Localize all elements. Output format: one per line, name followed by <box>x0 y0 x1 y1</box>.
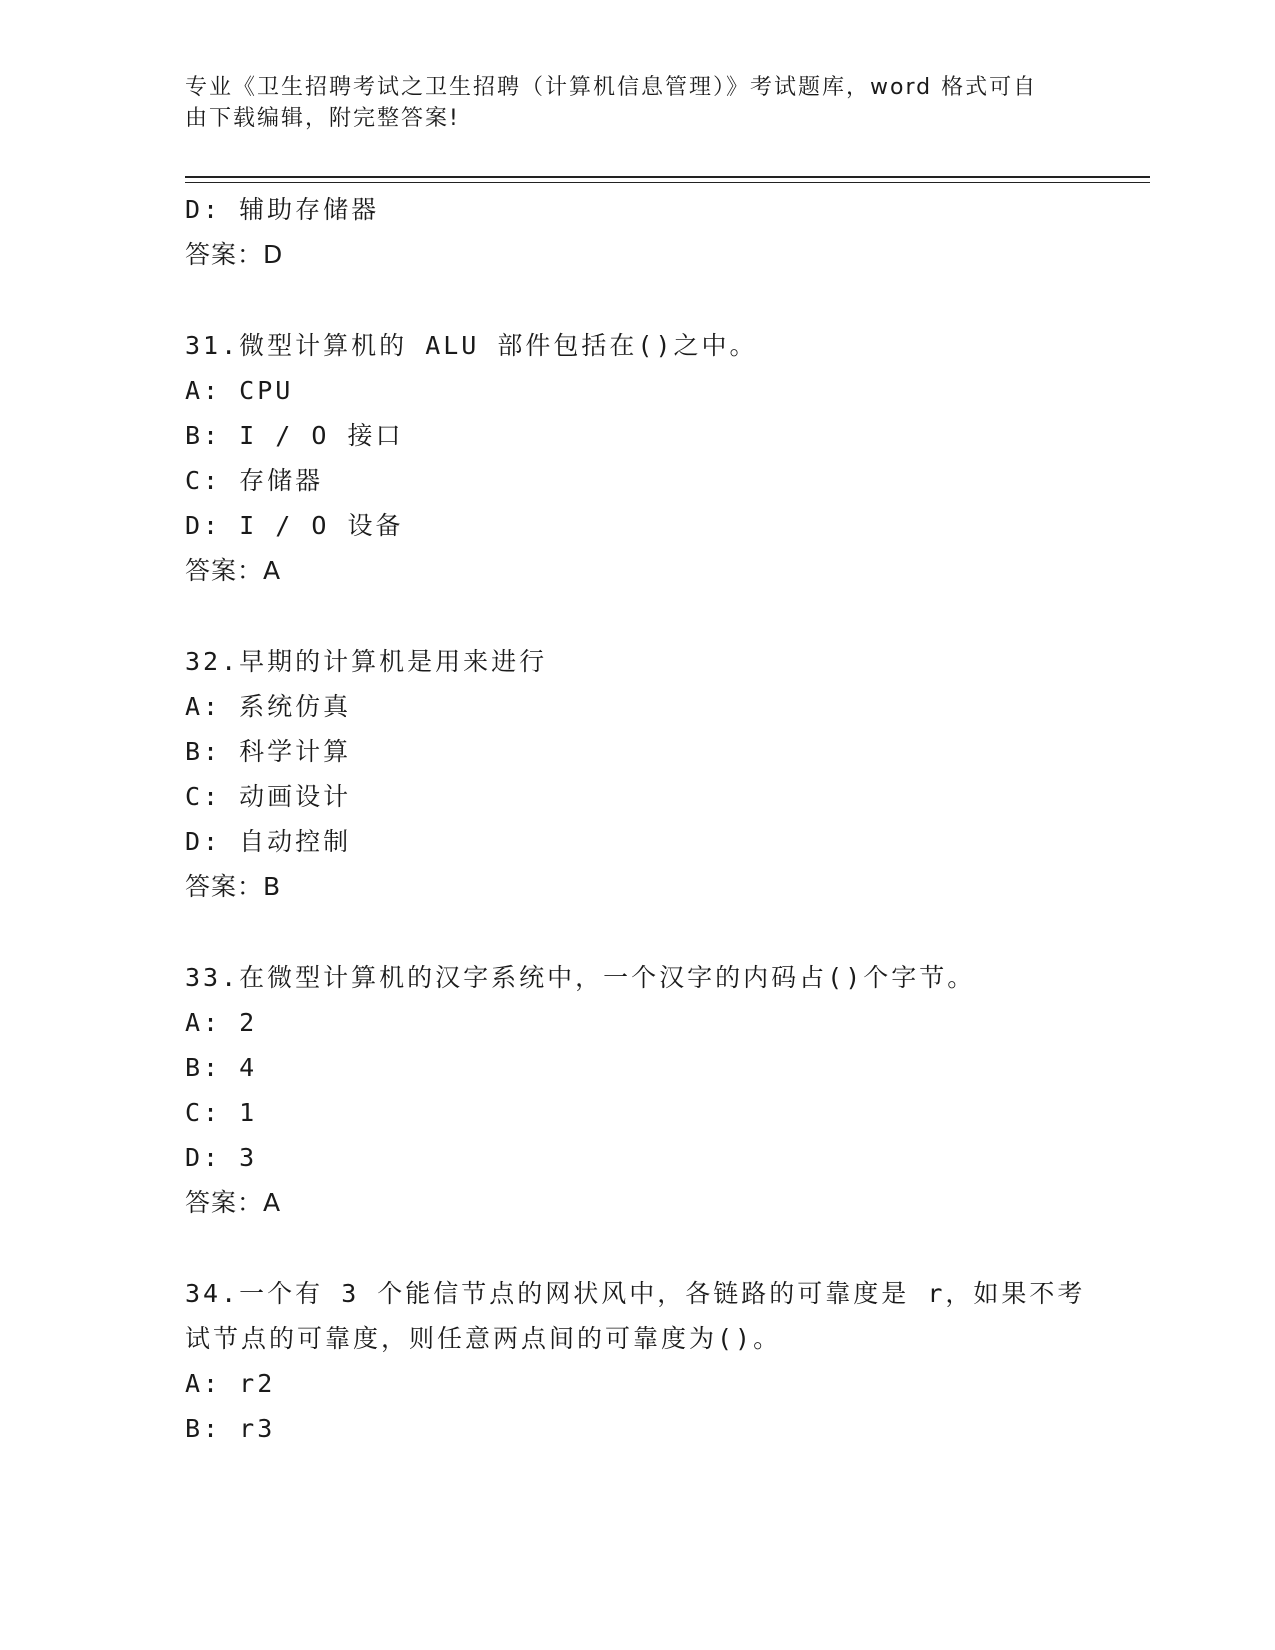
document-body <box>185 187 1085 1451</box>
question-31 <box>185 323 1085 593</box>
option-d: D: 3 <box>185 1143 258 1172</box>
header-rule-thick <box>185 176 1150 178</box>
spacer <box>185 593 1085 639</box>
previous-question-tail <box>185 187 1085 277</box>
answer-line: 答案：A <box>185 1188 282 1217</box>
option-b: B: I / O 接口 <box>185 421 404 450</box>
question-32 <box>185 639 1085 909</box>
spacer <box>185 277 1085 323</box>
question-stem-line-1: 34.一个有 3 个能信节点的网状风中，各链路的可靠度是 r，如果不考 <box>185 1279 1086 1308</box>
header-rule-thin <box>185 182 1150 183</box>
header-line-1: 专业《卫生招聘考试之卫生招聘（计算机信息管理）》考试题库，word 格式可自 <box>185 75 1038 100</box>
question-stem: 32.早期的计算机是用来进行 <box>185 647 548 676</box>
option-c: C: 1 <box>185 1098 258 1127</box>
option-d: D: 辅助存储器 <box>185 195 380 224</box>
option-b: B: 科学计算 <box>185 737 352 766</box>
option-b: B: r3 <box>185 1414 276 1443</box>
answer-line: 答案：D <box>185 240 284 269</box>
option-b: B: 4 <box>185 1053 258 1082</box>
option-d: D: 自动控制 <box>185 827 352 856</box>
spacer <box>185 1225 1085 1271</box>
option-a: A: 系统仿真 <box>185 692 352 721</box>
header-line-2: 由下载编辑，附完整答案! <box>185 106 460 131</box>
spacer <box>185 909 1085 955</box>
option-c: C: 存储器 <box>185 466 324 495</box>
option-a: A: 2 <box>185 1008 258 1037</box>
question-stem: 33.在微型计算机的汉字系统中，一个汉字的内码占()个字节。 <box>185 963 976 992</box>
question-stem-line-2: 试节点的可靠度，则任意两点间的可靠度为()。 <box>185 1324 782 1353</box>
question-33 <box>185 955 1085 1225</box>
option-c: C: 动画设计 <box>185 782 352 811</box>
option-d: D: I / O 设备 <box>185 511 404 540</box>
question-stem: 31.微型计算机的 ALU 部件包括在()之中。 <box>185 331 758 360</box>
question-34 <box>185 1271 1085 1451</box>
answer-line: 答案：A <box>185 556 282 585</box>
option-a: A: r2 <box>185 1369 276 1398</box>
document-header <box>185 72 1065 134</box>
option-a: A: CPU <box>185 376 294 405</box>
answer-line: 答案：B <box>185 872 282 901</box>
